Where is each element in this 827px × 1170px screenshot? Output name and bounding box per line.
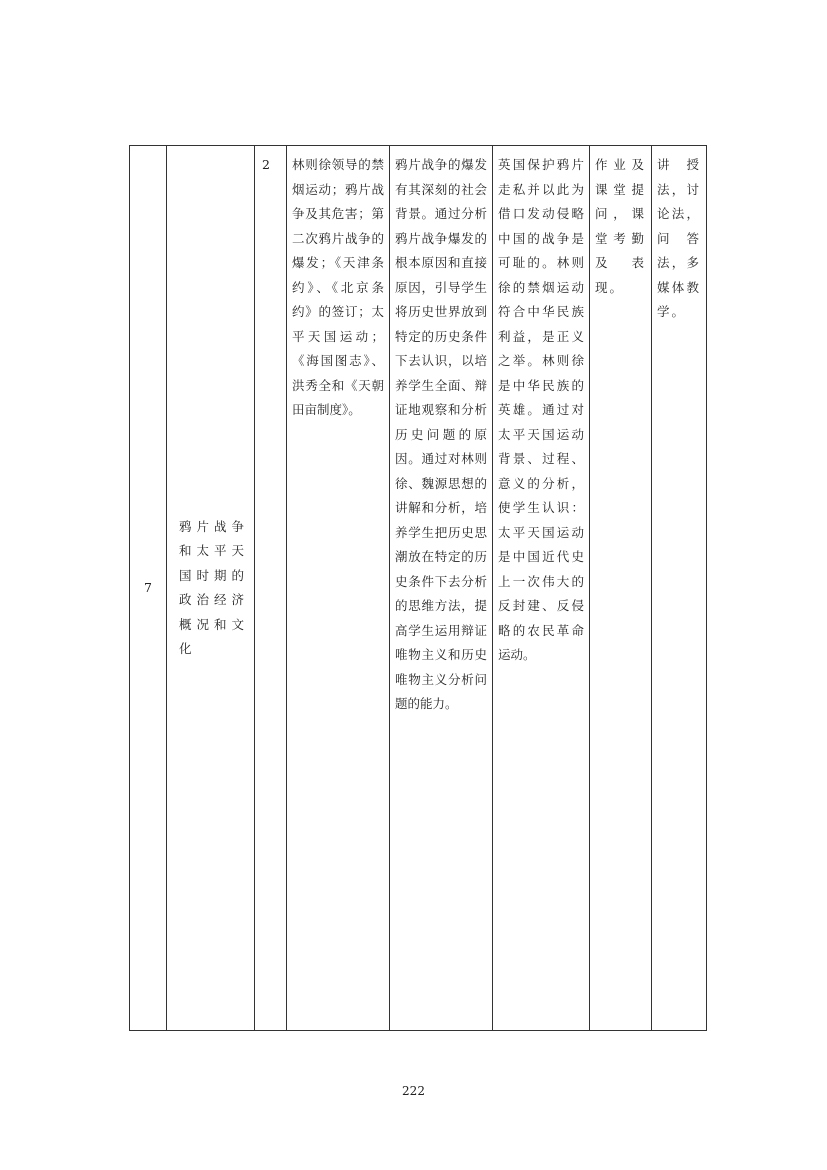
- topic-cell: 鸦片战争和太平天国时期的政治经济概况和文化: [167, 146, 255, 1031]
- syllabus-table: [129, 145, 707, 1031]
- methods-cell: 讲授法，讨论法，问答法，多媒体教学。: [652, 146, 707, 1031]
- hours-cell: 2: [255, 146, 287, 1031]
- row-number: 7: [130, 146, 167, 1031]
- table-row: [130, 146, 707, 1031]
- page-number: 222: [402, 1084, 425, 1098]
- content-cell: 林则徐领导的禁烟运动；鸦片战争及其危害；第二次鸦片战争的爆发；《天津条约》、《北京条约》的签订；太平天国运动；《海国图志》、洪秀全和《天朝田亩制度》。: [287, 146, 390, 1031]
- moral-goals-cell: 英国保护鸦片走私并以此为借口发动侵略中国的战争是可耻的。林则徐的禁烟运动符合中华民族利益，是正义之举。林则徐是中华民族的英雄。通过对太平天国运动背景、过程、意义的分析，使学生认识：太平天国运动是中国近代史上一次伟大的反封建、反侵略的农民革命运动。: [493, 146, 590, 1031]
- ability-goals-cell: 鸦片战争的爆发有其深刻的社会背景。通过分析鸦片战争爆发的根本原因和直接原因，引导学生将历史世界放到特定的历史条件下去认识，以培养学生全面、辩证地观察和分析历史问题的原因。通过对林则徐、魏源思想的讲解和分析，培养学生把历史思潮放在特定的历史条件下去分析的思维方法，提高学生运用辩证唯物主义和历史唯物主义分析问题的能力。: [390, 146, 493, 1031]
- assessment-cell: 作业及课堂提问，课堂考勤及表现。: [590, 146, 652, 1031]
